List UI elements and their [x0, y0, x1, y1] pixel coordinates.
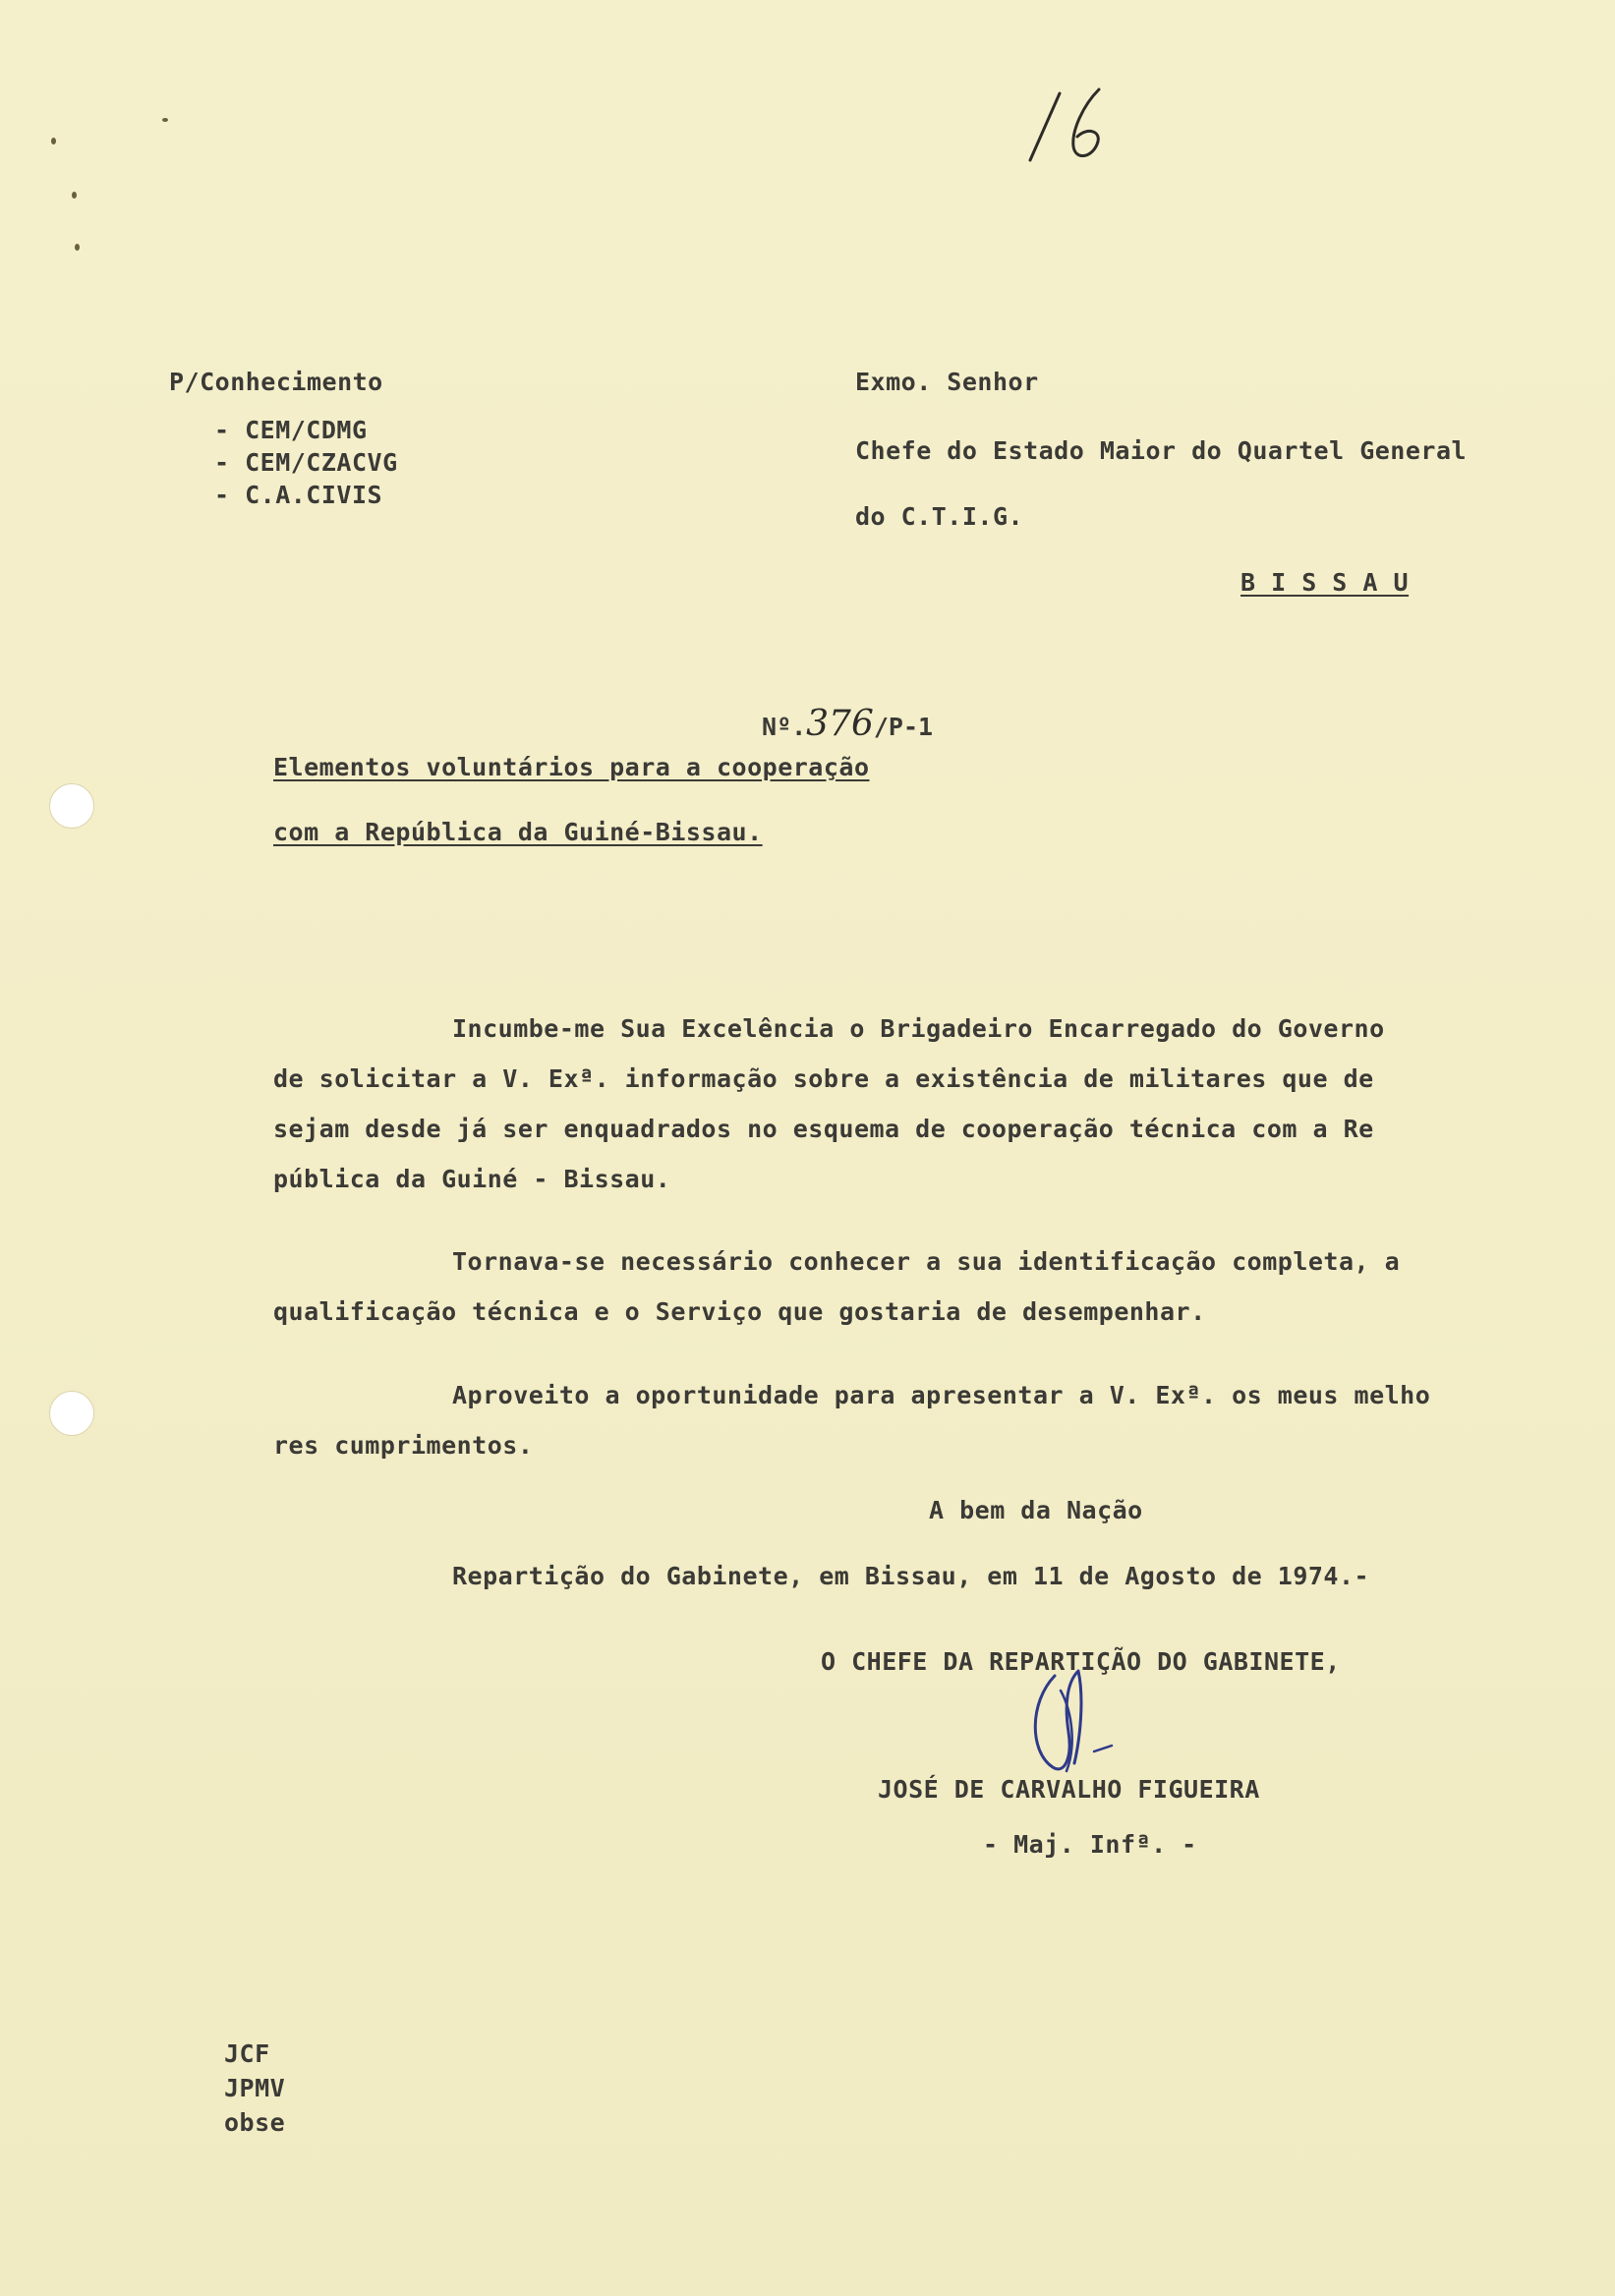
- handwritten-page-number: [1022, 84, 1140, 172]
- addressee-salutation: Exmo. Senhor: [855, 368, 1039, 396]
- reference-prefix: Nº.: [762, 713, 807, 741]
- addressee-line: do C.T.I.G.: [855, 502, 1024, 531]
- closing-title: O CHEFE DA REPARTIÇÃO DO GABINETE,: [821, 1647, 1341, 1676]
- reference-number: [762, 704, 934, 744]
- closing-motto: A bem da Nação: [929, 1496, 1143, 1524]
- addressee-city: B I S S A U: [1240, 568, 1410, 597]
- distribution-heading: P/Conhecimento: [169, 368, 383, 396]
- body-line: pública da Guiné - Bissau.: [273, 1165, 671, 1193]
- body-line: Tornava-se necessário conhecer a sua identificação completa, a: [452, 1247, 1401, 1276]
- body-line: de solicitar a V. Exª. informação sobre a existência de militares que de: [273, 1064, 1374, 1093]
- punch-hole-top: [49, 783, 94, 829]
- body-line: res cumprimentos.: [273, 1431, 534, 1460]
- signatory-rank: - Maj. Infª. -: [983, 1830, 1197, 1859]
- signatory-name: JOSÉ DE CARVALHO FIGUEIRA: [878, 1775, 1260, 1804]
- initials-line: JCF: [224, 2039, 270, 2068]
- paper-speck: [51, 138, 56, 144]
- subject-line: Elementos voluntários para a cooperação: [273, 753, 870, 781]
- paper-speck: [162, 118, 168, 122]
- addressee-line: Chefe do Estado Maior do Quartel General: [855, 436, 1468, 465]
- paper-speck: [72, 192, 77, 199]
- paper-speck: [75, 244, 80, 251]
- closing-place-date: Repartição do Gabinete, em Bissau, em 11 de Agosto de 1974.-: [452, 1562, 1370, 1590]
- reference-suffix: /P-1: [873, 713, 934, 741]
- body-line: Incumbe-me Sua Excelência o Brigadeiro Encarregado do Governo: [452, 1014, 1385, 1043]
- initials-line: obse: [224, 2108, 286, 2137]
- body-line: sejam desde já ser enquadrados no esquema de cooperação técnica com a Re: [273, 1115, 1374, 1143]
- body-line: qualificação técnica e o Serviço que gostaria de desempenhar.: [273, 1297, 1206, 1326]
- subject-line: com a República da Guiné-Bissau.: [273, 818, 763, 846]
- handwritten-signature: [1008, 1661, 1145, 1789]
- distribution-item: - C.A.CIVIS: [214, 481, 383, 509]
- reference-handwritten-number: 376: [806, 704, 874, 744]
- distribution-item: - CEM/CZACVG: [214, 448, 398, 477]
- distribution-item: - CEM/CDMG: [214, 416, 368, 444]
- body-line: Aproveito a oportunidade para apresentar a V. Exª. os meus melho: [452, 1381, 1431, 1409]
- initials-line: JPMV: [224, 2074, 286, 2102]
- punch-hole-bottom: [49, 1391, 94, 1436]
